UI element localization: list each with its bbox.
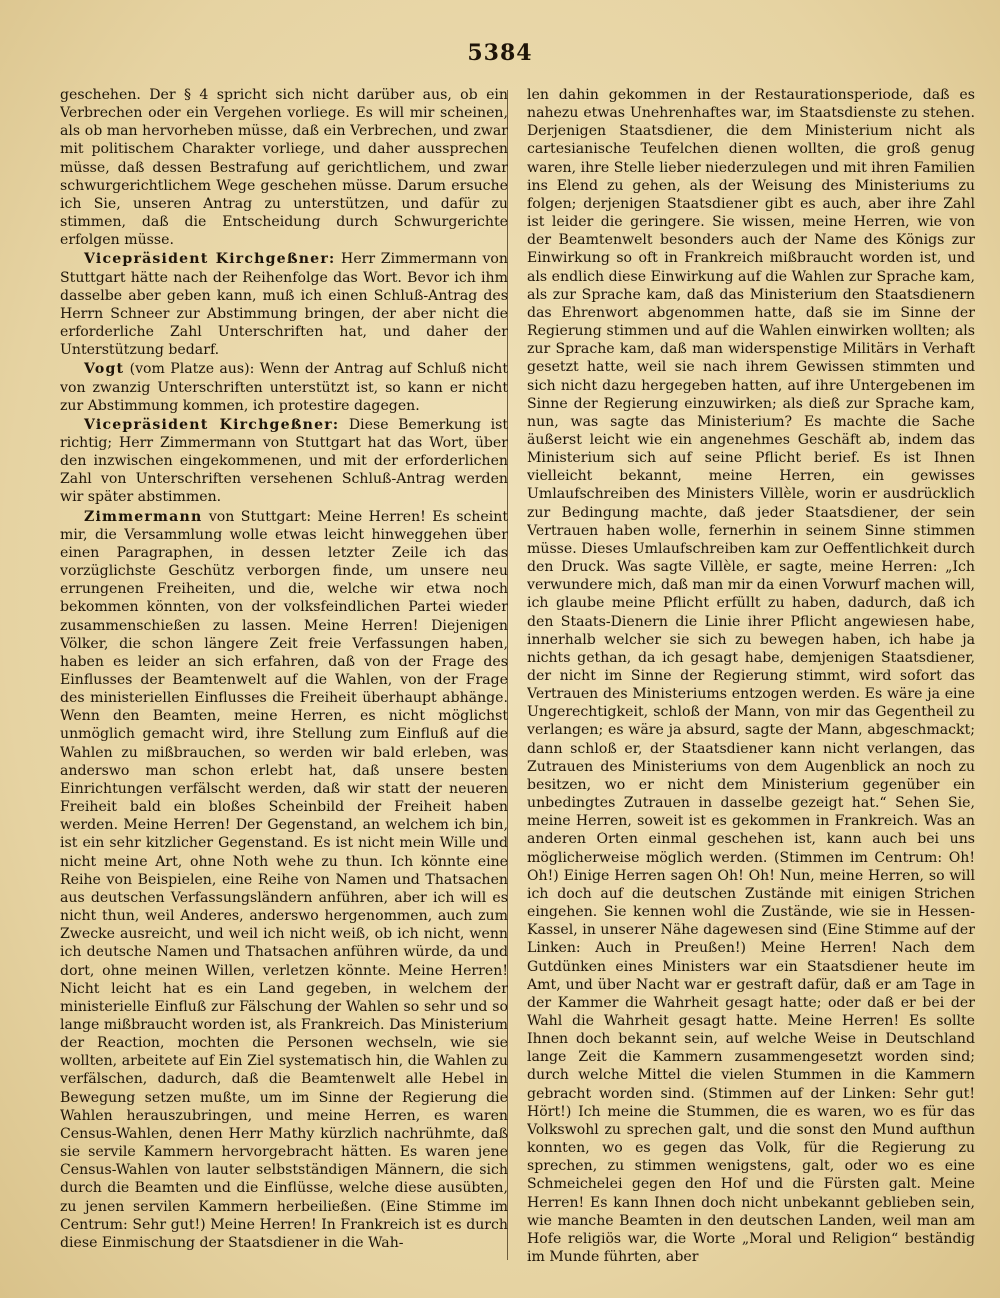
paragraph-text: (vom Platze aus): Wenn der Antrag auf Schluß nicht von zwanzig Unterschriften unterstützt ist, so kann er nicht zur Abstimmung kommen, ich protestire dagegen. — [60, 361, 508, 414]
paragraph-text: Diese Bemerkung ist richtig; Herr Zimmermann von Stuttgart hat das Wort, über den inzwischen eingekommenen, und mit der erforderlichen Zahl von Unterschriften versehenen Schluß-Antrag werden wir später abstimmen. — [60, 416, 508, 506]
paragraph — [60, 508, 508, 1252]
speaker-name: Zimmermann — [84, 508, 203, 525]
paragraph — [60, 86, 508, 249]
paragraph-text: Herr Zimmermann von Stuttgart hätte nach der Reihenfolge das Wort. Bevor ich ihm dasselbe aber geben kann, muß ich einen Schluß-Antrag des Herrn Schneer zur Abstimmung bringen, der aber nicht die erforderliche Zahl Unterschriften hat, und daher der Unterstützung bedarf. — [60, 251, 508, 359]
paragraph — [60, 360, 508, 414]
paragraph — [60, 416, 508, 507]
left-column — [60, 86, 508, 1266]
speaker-name: Vogt — [84, 361, 125, 378]
right-column — [527, 86, 975, 1266]
paragraph-text: von Stuttgart: Meine Herren! Es scheint mir, die Versammlung wolle etwas leicht hinweggehen über einen Paragraphen, in dessen letzter Zeile ich das vorzüglichste Geschütz verborgen finde, um unsere neu errungenen Freiheiten, und die, welche wir etwa noch bekommen könnten, von der volksfeindlichen Partei wieder zusammenschießen zu lassen. Meine Herren! Diejenigen Völker, die schon längere Zeit freie Verfassungen haben, haben es leider an sich erfahren, daß von der Frage des Einflusses der Beamtenwelt auf die Wahlen, von der Frage des ministeriellen Einflusses die Freiheit überhaupt abhänge. Wenn den Beamten, meine Herren, es nicht möglichst unmöglich gemacht wird, ihre Stellung zum Einfluß auf die Wahlen zu mißbrauchen, so werden wir bald erleben, was anderswo man schon erlebt hat, daß unsere besten Einrichtungen verfälscht werden, daß wir statt der neueren Freiheit bald ein bloßes Scheinbild der Freiheit haben werden. Meine Herren! Der Gegenstand, an welchem ich bin, ist ein sehr kitzlicher Gegenstand. Es ist nicht mein Wille und nicht meine Art, ohne Noth wehe zu thun. Ich könnte eine Reihe von Beispielen, eine Reihe von Namen und Thatsachen aus deutschen Verfassungsländern anführen, aber ich will es nicht thun, weil Anderes, anderswo hergenommen, auch zum Zwecke ausreicht, und weil ich nicht weiß, ob ich nicht, wenn ich deutsche Namen und Thatsachen anführen würde, da und dort, ohne meinen Willen, verletzen könnte. Meine Herren! Nicht leicht hat es ein Land gegeben, in welchem der ministerielle Einfluß zur Fälschung der Wahlen so sehr und so lange mißbraucht worden ist, als Frankreich. Das Ministerium der Reaction, mochten die Personen wechseln, wie sie wollten, arbeitete auf Ein Ziel systematisch hin, die Wahlen zu verfälschen, dadurch, daß die Beamtenwelt alle Hebel in Bewegung setzen mußte, um im Sinne der Regierung die Wahlen herauszubringen, und meine Herren, es waren Census-Wahlen, denen Herr Mathy kürzlich nachrühmte, daß sie servile Kammern hervorgebracht hätten. Es waren jene Census-Wahlen von lauter selbstständigen Männern, die sich durch die Beamten und die Einflüsse, welche diese ausübten, zu jenen servilen Kammern herbeiließen. (Eine Stimme im Centrum: Sehr gut!) Meine Herren! In Frankreich ist es durch diese Einmischung der Staatsdiener in die Wah- — [60, 508, 508, 1251]
paragraph — [60, 250, 508, 359]
page-number: 5384 — [467, 40, 533, 66]
speaker-name: Vicepräsident Kirchgeßner: — [84, 416, 340, 433]
paragraph-text: len dahin gekommen in der Restaurationsperiode, daß es nahezu etwas Unehrenhaftes war, im Staatsdienste zu stehen. Derjenigen Staatsdiener, die dem Ministerium nicht als cartesianische Teufelchen dienen wollten, die groß genug waren, ihre Stelle lieber niederzulegen und mit ihren Familien ins Elend zu gehen, als der Weisung des Ministeriums zu folgen; derjenigen Staatsdiener gibt es auch, aber ihre Zahl ist leider die geringere. Sie wissen, meine Herren, wie von der Beamtenwelt besonders auch der Name des Königs zur Einwirkung so oft in Frankreich mißbraucht worden ist, und als endlich diese Einwirkung auf die Wahlen zur Sprache kam, als zur Sprache kam, daß das Ministerium den Staatsdienern das Ehrenwort abgenommen hatte, daß sie im Sinne der Regierung stimmen und auf die Wahlen einwirken wollten; als zur Sprache kam, daß man widerspenstige Militärs in Verhaft gesetzt hatte, weil sie nach ihrem Gewissen stimmten und sich nicht dazu hergegeben hatten, auf ihre Untergebenen im Sinne der Regierung einzuwirken; als dieß zur Sprache kam, nun, was sagte das Ministerium? Es machte die Sache äußerst leicht wie ein angenehmes Geschäft ab, indem das Ministerium sich auf seine Pflicht berief. Es ist Ihnen vielleicht bekannt, meine Herren, ein gewisses Umlaufschreiben des Ministers Villèle, worin er ausdrücklich zur Bedingung machte, daß jeder Staatsdiener, der sein Vertrauen haben wolle, fernerhin in seinem Sinne stimmen müsse. Dieses Umlaufschreiben kam zur Oeffentlichkeit durch den Druck. Was sagte Villèle, er sagte, meine Herren: „Ich verwundere mich, daß man mir da einen Vorwurf machen will, ich glaube meine Pflicht erfüllt zu haben, dadurch, daß ich den Staats-Dienern die Linie ihrer Pflicht angewiesen habe, innerhalb welcher sie sich zu bewegen haben, ich habe ja nichts gethan, da ich gesagt habe, demjenigen Staatsdiener, der nicht im Sinne der Regierung stimmt, wird sofort das Vertrauen des Ministeriums entzogen werden. Es wäre ja eine Ungerechtigkeit, schloß der Mann, von mir das Gegentheil zu verlangen; es wäre ja absurd, sagte der Mann, abgeschmackt; dann schloß er, der Staatsdiener kann nicht verlangen, das Zutrauen des Ministeriums von dem Augenblick an noch zu besitzen, wo er nicht dem Ministerium gegenüber ein unbedingtes Zutrauen in dasselbe gezeigt hat.“ Sehen Sie, meine Herren, soweit ist es gekommen in Frankreich. Was an anderen Orten einmal geschehen ist, kann auch bei uns möglicherweise möglich werden. (Stimmen im Centrum: Oh! Oh!) Einige Herren sagen Oh! Oh! Nun, meine Herren, so will ich doch auf die deutschen Zustände mit einigen Strichen eingehen. Sie kennen wohl die Zustände, wie sie in Hessen-Kassel, in unserer Nähe dagewesen sind (Eine Stimme auf der Linken: Auch in Preußen!) Meine Herren! Nach dem Gutdünken eines Ministers war ein Staatsdiener heute im Amt, und über Nacht war er gestraft dafür, daß er am Tage in der Kammer die Wahrheit gesagt hatte; oder daß er bei der Wahl die Wahrheit gesagt hatte. Meine Herren! Es sollte Ihnen doch bekannt sein, auf welche Weise in Deutschland lange Zeit die Kammern zusammengesetzt worden sind; durch welche Mittel die vielen Stummen in die Kammern gebracht worden sind. (Stimmen auf der Linken: Sehr gut! Hört!) Ich meine die Stummen, die es waren, wo es für das Volkswohl zu sprechen galt, und die sonst den Mund aufthun konnten, wo es gegen das Volk, für die Regierung zu sprechen, zu stimmen wenigstens, galt, oder wo es eine Schmeichelei gegen den Hof und die Fürsten galt. Meine Herren! Es kann Ihnen doch nicht unbekannt geblieben sein, wie manche Beamten in den deutschen Landen, weil man am Hofe religiös war, die Worte „Moral und Religion“ beständig im Munde führten, aber — [527, 87, 975, 1265]
paragraph-text: geschehen. Der § 4 spricht sich nicht darüber aus, ob ein Verbrechen oder ein Vergehen vorliege. Es will mir scheinen, als ob man hervorheben müsse, daß ein Verbrechen, und zwar mit politischem Charakter vorliege, und daher aussprechen müsse, daß dessen Bestrafung auf gerichtlichem, und zwar schwurgerichtlichem Wege geschehen müsse. Darum ersuche ich Sie, unseren Antrag zu unterstützen, und dafür zu stimmen, daß die Entscheidung durch Schwurgerichte erfolgen müsse. — [60, 87, 508, 249]
paragraph — [527, 86, 975, 1266]
speaker-name: Vicepräsident Kirchgeßner: — [84, 251, 336, 268]
